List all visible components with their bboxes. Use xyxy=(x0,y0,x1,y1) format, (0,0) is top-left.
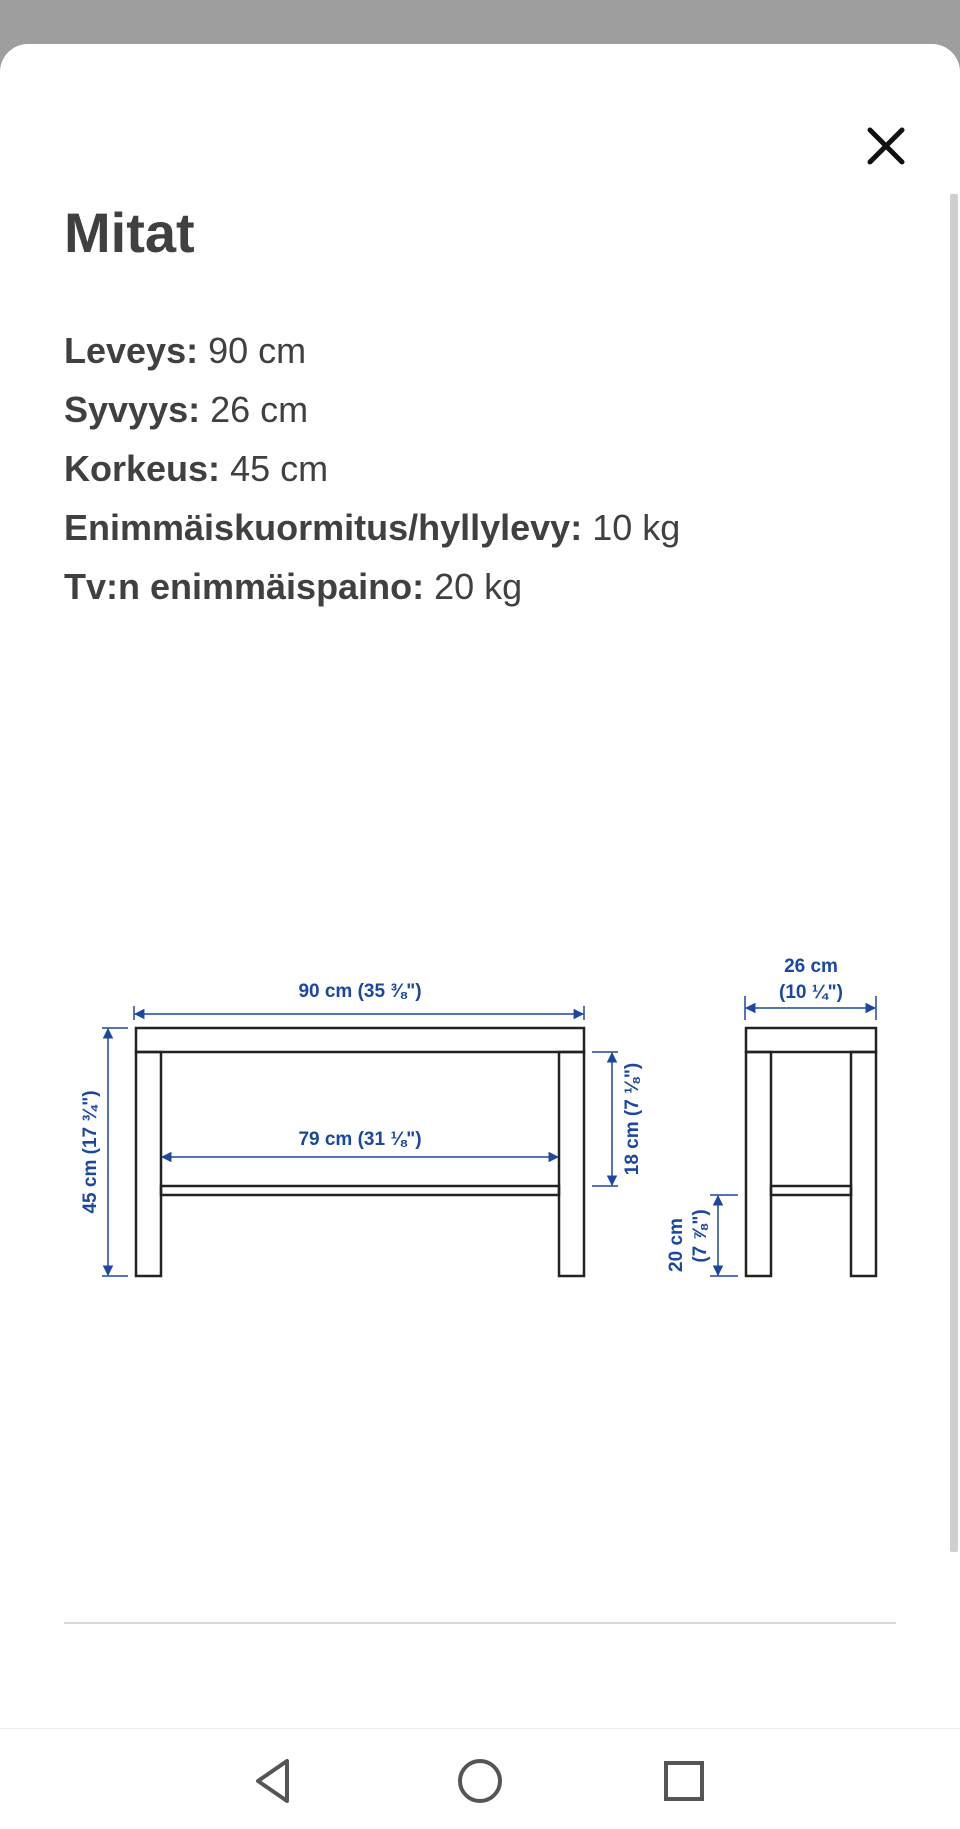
back-button[interactable] xyxy=(244,1751,304,1811)
page-title: Mitat xyxy=(64,201,195,264)
height-dimension-label: 45 cm (17 ¾") xyxy=(80,1090,101,1214)
spec-value: 20 kg xyxy=(434,566,523,607)
gap-dimension-label: 18 cm (7 ⅛") xyxy=(622,1062,643,1176)
dimension-drawing xyxy=(0,944,960,1384)
spec-label: Korkeus: xyxy=(64,448,221,489)
shelf-width-dimension-label: 79 cm (31 ⅛") xyxy=(298,1129,422,1150)
spec-list xyxy=(64,330,680,625)
width-dimension-label: 90 cm (35 ⅜") xyxy=(298,981,422,1002)
spec-value: 45 cm xyxy=(230,448,329,489)
home-circle-icon xyxy=(450,1751,510,1811)
spec-max-tv-weight xyxy=(64,566,680,625)
close-icon xyxy=(858,118,914,174)
spec-label: Syvyys: xyxy=(64,389,201,430)
shelf-height-dimension-label-inch: (7 ⅞") xyxy=(690,1209,711,1263)
system-nav-bar xyxy=(0,1728,960,1829)
shelf-height-dimension-label: 20 cm xyxy=(666,1218,687,1272)
spec-depth xyxy=(64,389,680,448)
spec-value: 90 cm xyxy=(208,330,307,371)
spec-label: Enimmäiskuormitus/hyllylevy: xyxy=(64,507,583,548)
spec-value: 10 kg xyxy=(592,507,681,548)
spec-max-load-shelf xyxy=(64,507,680,566)
spec-label: Tv:n enimmäispaino: xyxy=(64,566,425,607)
spec-label: Leveys: xyxy=(64,330,199,371)
depth-dimension-label-inch: (10 ¼") xyxy=(779,982,843,1003)
side-view xyxy=(666,956,876,1276)
spec-width xyxy=(64,330,680,389)
depth-dimension-label: 26 cm xyxy=(784,956,838,977)
dimensions-sheet xyxy=(0,44,960,1728)
divider xyxy=(64,1622,896,1624)
table-side-outline xyxy=(746,1028,876,1276)
front-view xyxy=(80,981,643,1276)
home-button[interactable] xyxy=(450,1751,510,1811)
back-triangle-icon xyxy=(244,1751,304,1811)
recents-button[interactable] xyxy=(654,1751,714,1811)
spec-height xyxy=(64,448,680,507)
table-front-outline xyxy=(136,1028,584,1276)
close-button[interactable] xyxy=(858,118,914,174)
recents-square-icon xyxy=(654,1751,714,1811)
spec-value: 26 cm xyxy=(210,389,309,430)
